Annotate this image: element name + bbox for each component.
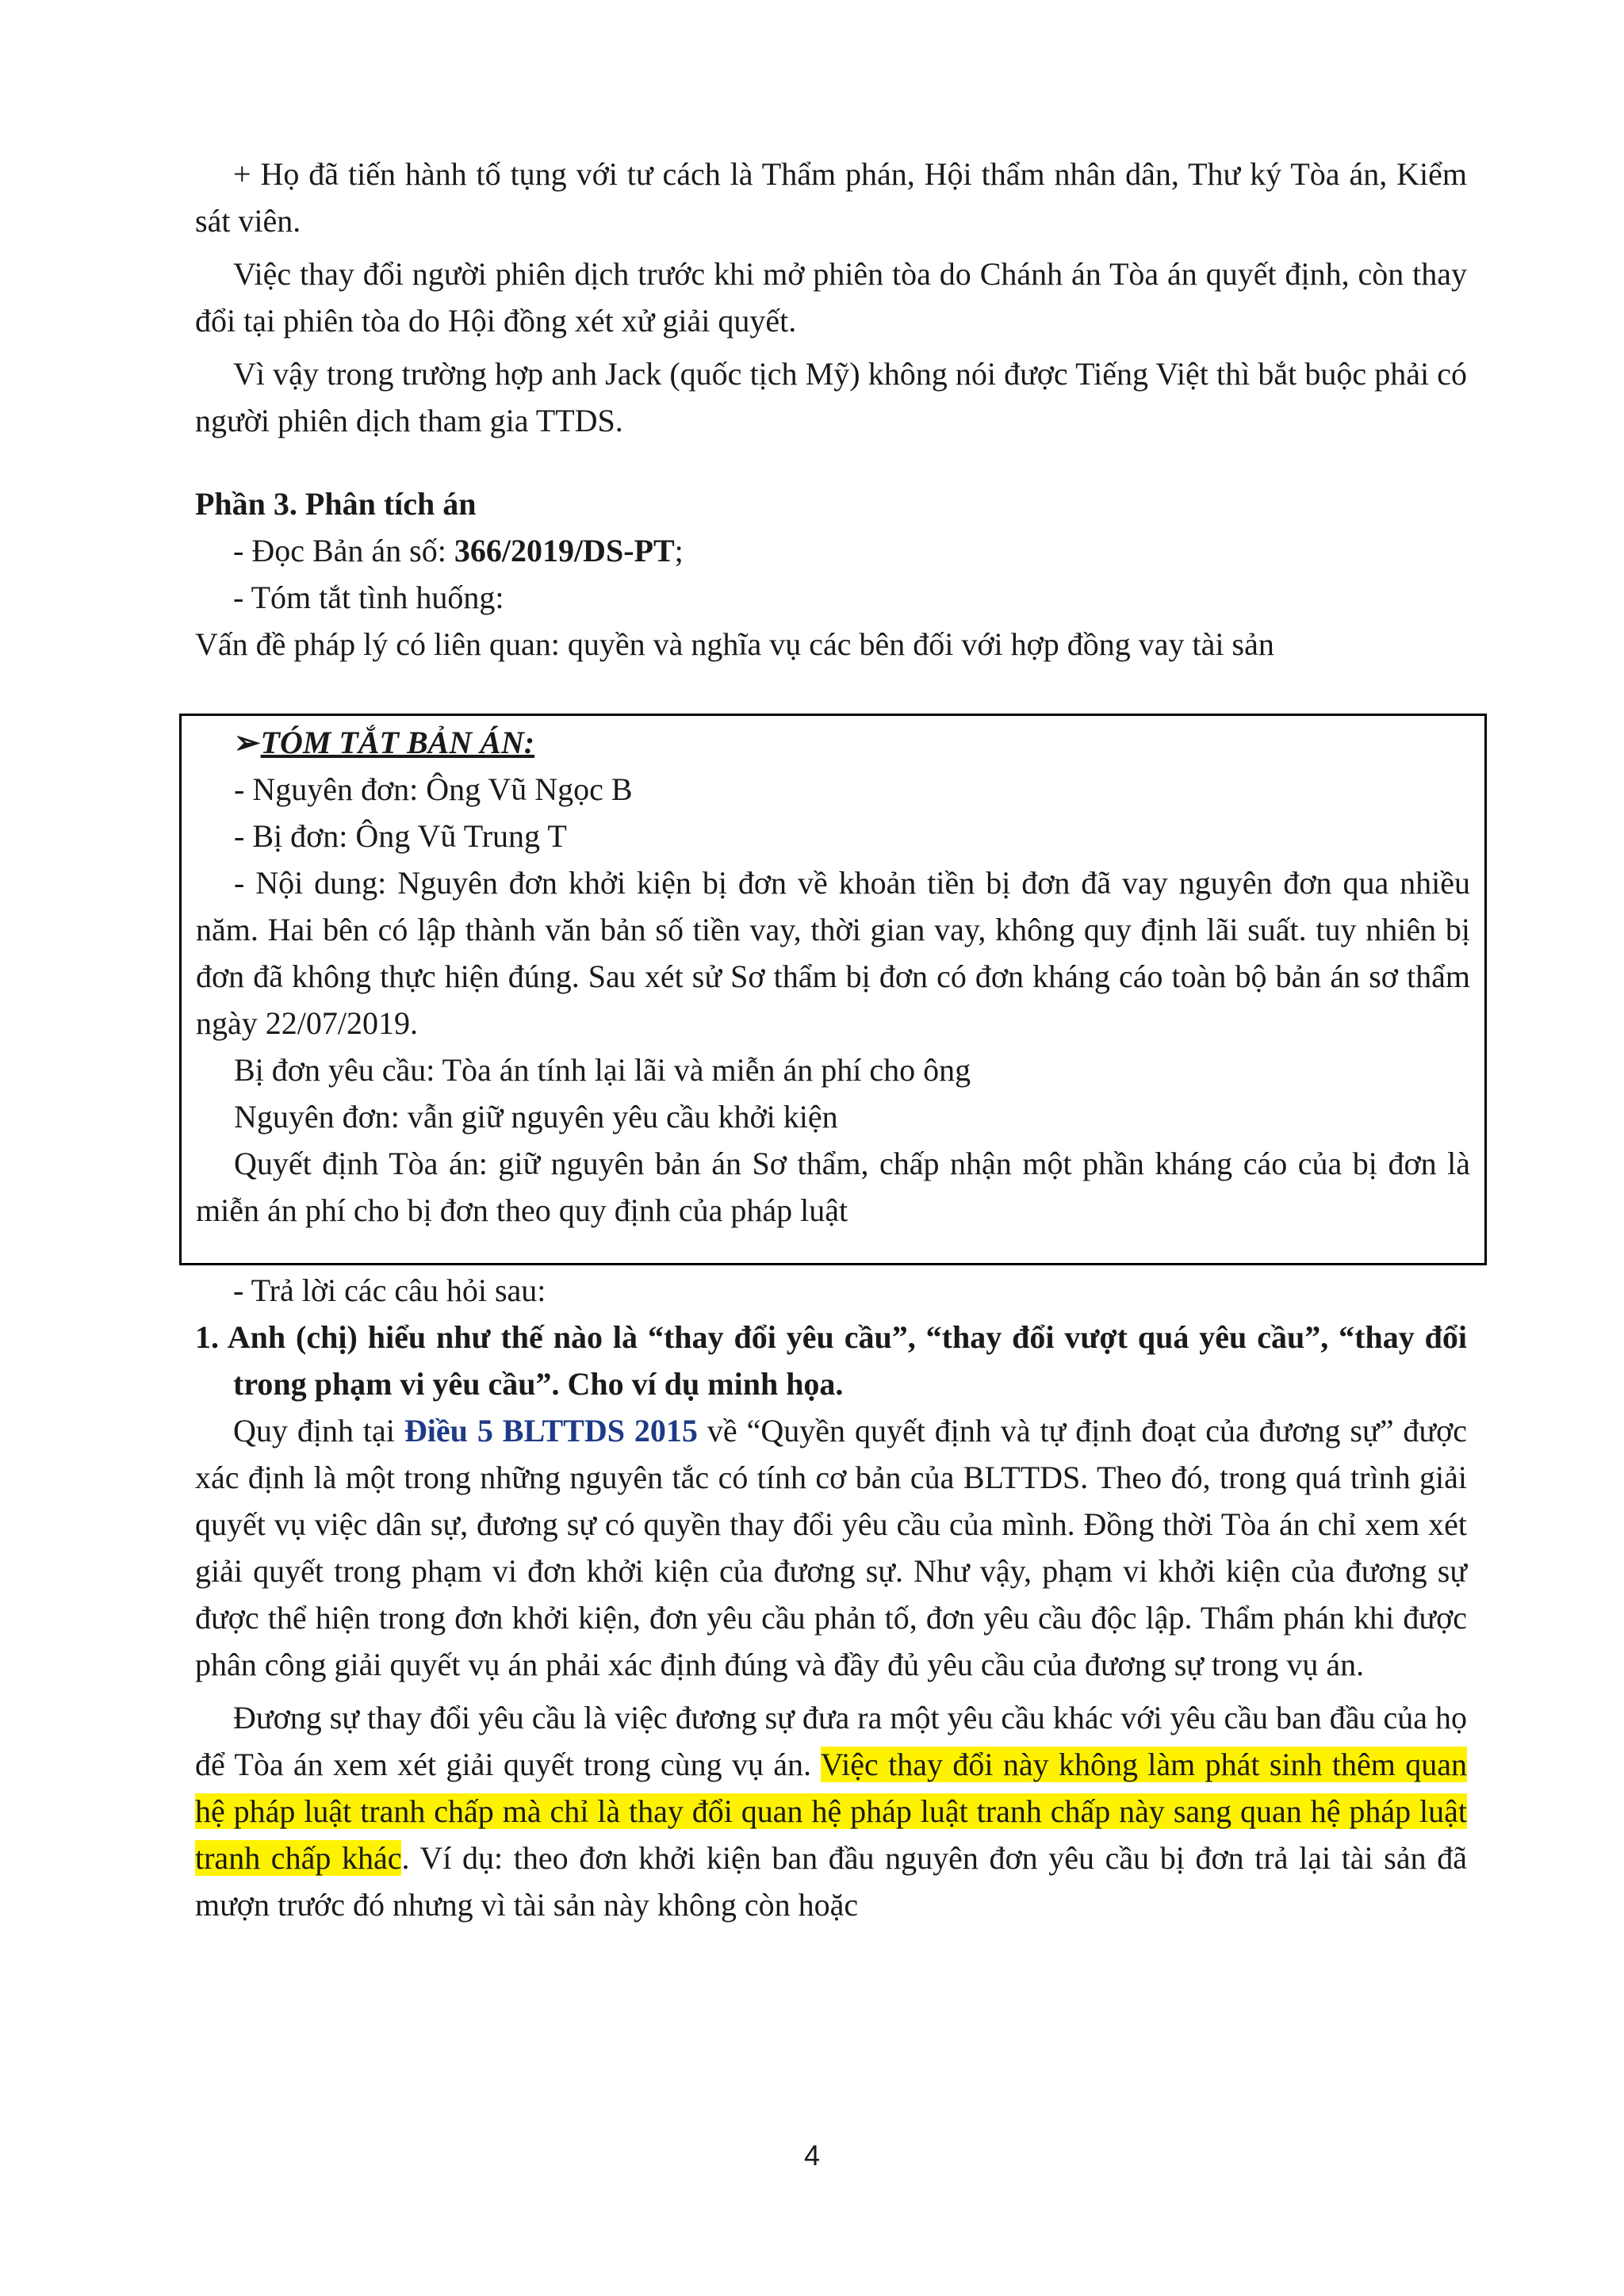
answer-paragraph-2 xyxy=(195,1694,1467,1928)
read-end: ; xyxy=(674,533,684,568)
answer-2-start: Đương sự thay đổi yêu cầu là việc đương sự đưa ra một yêu cầu khác với yêu cầu ban đầu của họ để Tòa án xem xét giải quyết trong cùng vụ án. xyxy=(195,1700,1467,1782)
case-summary-title xyxy=(234,719,1470,766)
read-judgment-line xyxy=(195,527,1467,574)
content-line: - Nội dung: Nguyên đơn khởi kiện bị đơn về khoản tiền bị đơn đã vay nguyên đơn qua nhiều năm. Hai bên có lập thành văn bản số tiền vay, thời gian vay, không quy định lãi suất. tuy nhiên bị đơn đã không thực hiện đúng. Sau xét sử Sơ thẩm bị đơn có đơn kháng cáo toàn bộ bản án sơ thẩm ngày 22/07/2019. xyxy=(196,865,1470,1041)
paragraph-interpreter-required: Vì vậy trong trường hợp anh Jack (quốc tịch Mỹ) không nói được Tiếng Việt thì bắt buộc phải có người phiên dịch tham gia TTDS. xyxy=(195,356,1467,438)
defendant-request-line: Bị đơn yêu cầu: Tòa án tính lại lãi và miễn án phí cho ông xyxy=(234,1052,971,1088)
paragraph-interpreter-change: Việc thay đổi người phiên dịch trước khi mở phiên tòa do Chánh án Tòa án quyết định, còn thay đổi tại phiên tòa do Hội đồng xét xử giải quyết. xyxy=(195,256,1467,339)
page-number: 4 xyxy=(803,2139,821,2172)
judgment-number: 366/2019/DS-PT xyxy=(454,533,675,568)
plaintiff-line: - Nguyên đơn: Ông Vũ Ngọc B xyxy=(234,771,633,807)
article-reference: Điều 5 BLTTDS 2015 xyxy=(404,1413,698,1448)
top-content xyxy=(195,151,1467,668)
answer-1-rest: về “Quyền quyết định và tự định đoạt của đương sự” được xác định là một trong những nguyên tắc có tính cơ bản của BLTTDS. Theo đó, trong quá trình giải quyết vụ việc dân sự, đương sự có quyền thay đổi yêu cầu của mình. Đồng thời Tòa án chỉ xem xét giải quyết trong phạm vi đơn khởi kiện của đương sự. Như vậy, phạm vi khởi kiện của đương sự được thể hiện trong đơn khởi kiện, đơn yêu cầu phản tố, đơn yêu cầu độc lập. Thẩm phán khi được phân công giải quyết vụ án phải xác định đúng và đầy đủ yêu cầu của đương sự trong vụ án. xyxy=(195,1413,1467,1682)
plaintiff-position-line: Nguyên đơn: vẫn giữ nguyên yêu cầu khởi kiện xyxy=(234,1099,838,1135)
arrow-bullet-icon: ➢ xyxy=(234,725,261,760)
defendant-line: - Bị đơn: Ông Vũ Trung T xyxy=(234,818,567,854)
question-1: 1. Anh (chị) hiểu như thế nào là “thay đổi yêu cầu”, “thay đổi vượt quá yêu cầu”, “thay đổi trong phạm vi yêu cầu”. Cho ví dụ minh họa. xyxy=(195,1319,1467,1402)
highlighted-text: Việc thay đổi này không làm phát sinh thêm quan hệ pháp luật tranh chấp mà chỉ là thay đổi quan hệ pháp luật tranh chấp này sang quan hệ pháp luật tranh chấp khác xyxy=(195,1747,1467,1876)
section-title: Phần 3. Phân tích án xyxy=(195,486,477,522)
answer-content xyxy=(195,1267,1467,1928)
summary-label: - Tóm tắt tình huống: xyxy=(233,580,504,615)
read-label: - Đọc Bản án số: xyxy=(233,533,454,568)
answer-label: - Trả lời các câu hỏi sau: xyxy=(233,1272,546,1308)
court-decision-line: Quyết định Tòa án: giữ nguyên bản án Sơ thẩm, chấp nhận một phần kháng cáo của bị đơn là miễn án phí cho bị đơn theo quy định của pháp luật xyxy=(196,1146,1470,1228)
answer-2-rest: . Ví dụ: theo đơn khởi kiện ban đầu nguyên đơn yêu cầu bị đơn trả lại tài sản đã mượn trước đó nhưng vì tài sản này không còn hoặc xyxy=(195,1840,1467,1923)
answer-paragraph-1 xyxy=(195,1407,1467,1688)
legal-issue: Vấn đề pháp lý có liên quan: quyền và nghĩa vụ các bên đối với hợp đồng vay tài sản xyxy=(195,626,1274,662)
paragraph-judges: + Họ đã tiến hành tố tụng với tư cách là Thẩm phán, Hội thẩm nhân dân, Thư ký Tòa án, Kiểm sát viên. xyxy=(195,156,1467,239)
answer-1-start: Quy định tại xyxy=(233,1413,404,1448)
case-summary-box xyxy=(179,714,1487,1265)
case-summary-title-text: TÓM TẮT BẢN ÁN: xyxy=(260,725,535,760)
